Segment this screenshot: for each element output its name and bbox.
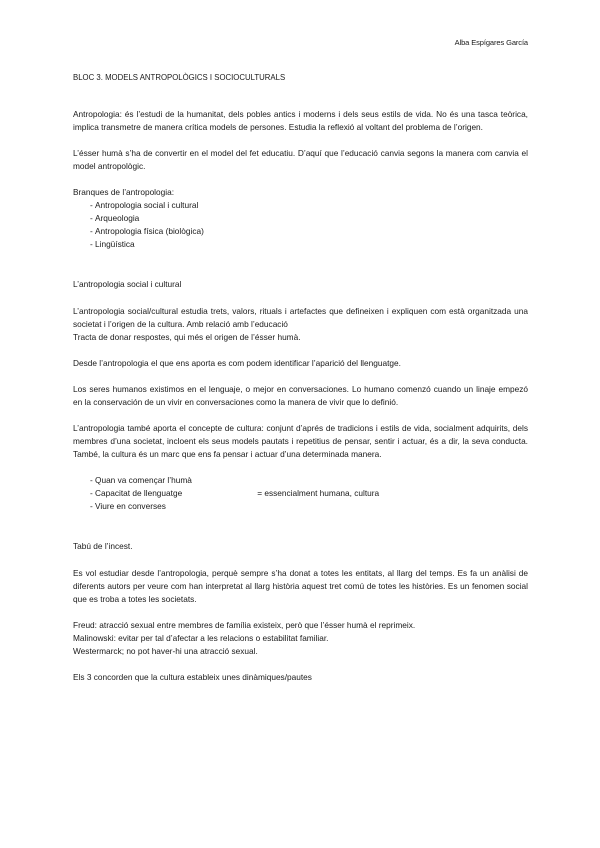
list-item: - Lingüística <box>73 238 528 251</box>
list-item-note: = essencialment humana, cultura <box>257 488 380 498</box>
section1-paragraph-1: L’antropologia social/cultural estudia trets, valors, rituals i artefactes que defineixen i expliquen com està organitzada una societat i l’origen de la cultura. Amb relació amb l’educació <box>73 306 528 329</box>
list-item: - Quan va començar l’humà <box>73 474 528 487</box>
list-item: - Capacitat de llenguatge = essencialment humana, cultura <box>73 487 528 500</box>
section1-paragraph-4: L’antropologia també aporta el concepte de cultura: conjunt d’aprés de tradicions i estils de vida, socialment adquirits, dels membres d’una societat, incloent els seus models pautats i repetitius de pensar, sentir i actuar, és a dir, la seva conducta. També, la cultura és un marc que ens fa pensar i actuar d’una determinada manera. <box>73 423 528 459</box>
section-heading-incest-taboo: Tabú de l’incest. <box>73 541 133 551</box>
section1-paragraph-1b: Tracta de donar respostes, qui més el origen de l’ésser humà. <box>73 332 301 342</box>
list-item: - Viure en converses <box>73 500 528 513</box>
branches-heading: Branques de l’antropologia: <box>73 187 175 197</box>
malinowski-line: Malinowski: evitar per tal d’afectar a les relacions o estabilitat familiar. <box>73 633 329 643</box>
closing-line: Els 3 concorden que la cultura estableix unes dinàmiques/pautes <box>73 672 312 682</box>
list-item: - Antropologia social i cultural <box>73 199 528 212</box>
section1-list <box>73 474 528 513</box>
document-body <box>73 71 528 684</box>
branches-list <box>73 199 528 251</box>
intro-paragraph-1: Antropologia: és l’estudi de la humanitat, dels pobles antics i moderns i dels seus estils de vida. No és una tasca teòrica, implica transmetre de manera crítica models de persones. Estudia la reflexió al voltant del problema de l’origen. <box>73 109 528 132</box>
freud-line: Freud: atracció sexual entre membres de família existeix, però que l’ésser humà el reprimeix. <box>73 620 416 630</box>
author-name: Alba Espígares García <box>454 38 528 47</box>
section1-paragraph-3: Los seres humanos existimos en el lenguaje, o mejor en conversaciones. Lo humano comenzó cuando un linaje empezó en la conservación de un vivir en conversaciones como la manera de vivir que lo definió. <box>73 384 528 407</box>
section2-paragraph-1: Es vol estudiar desde l’antropologia, perquè sempre s’ha donat a totes les entitats, al llarg del temps. Es fa un anàlisi de diferents autors per veure com han interpretat al llarg història aquest tret comú de totes les històries. Es un fenomen social que es troba a totes les societats. <box>73 568 528 604</box>
list-item: - Antropologia física (biològica) <box>73 225 528 238</box>
document-title: BLOC 3. MODELS ANTROPOLÒGICS I SOCIOCULTURALS <box>73 73 286 82</box>
section-heading-social-cultural: L’antropologia social i cultural <box>73 279 182 289</box>
list-item: - Arqueologia <box>73 212 528 225</box>
intro-paragraph-2: L’ésser humà s’ha de convertir en el model del fet educatiu. D’aquí que l’educació canvia segons la manera com canvia el model antropològic. <box>73 148 528 171</box>
section1-paragraph-2: Desde l’antropologia el que ens aporta es com podem identificar l’aparició del llenguatge. <box>73 358 401 368</box>
westermarck-line: Westermarck; no pot haver-hi una atracció sexual. <box>73 646 258 656</box>
